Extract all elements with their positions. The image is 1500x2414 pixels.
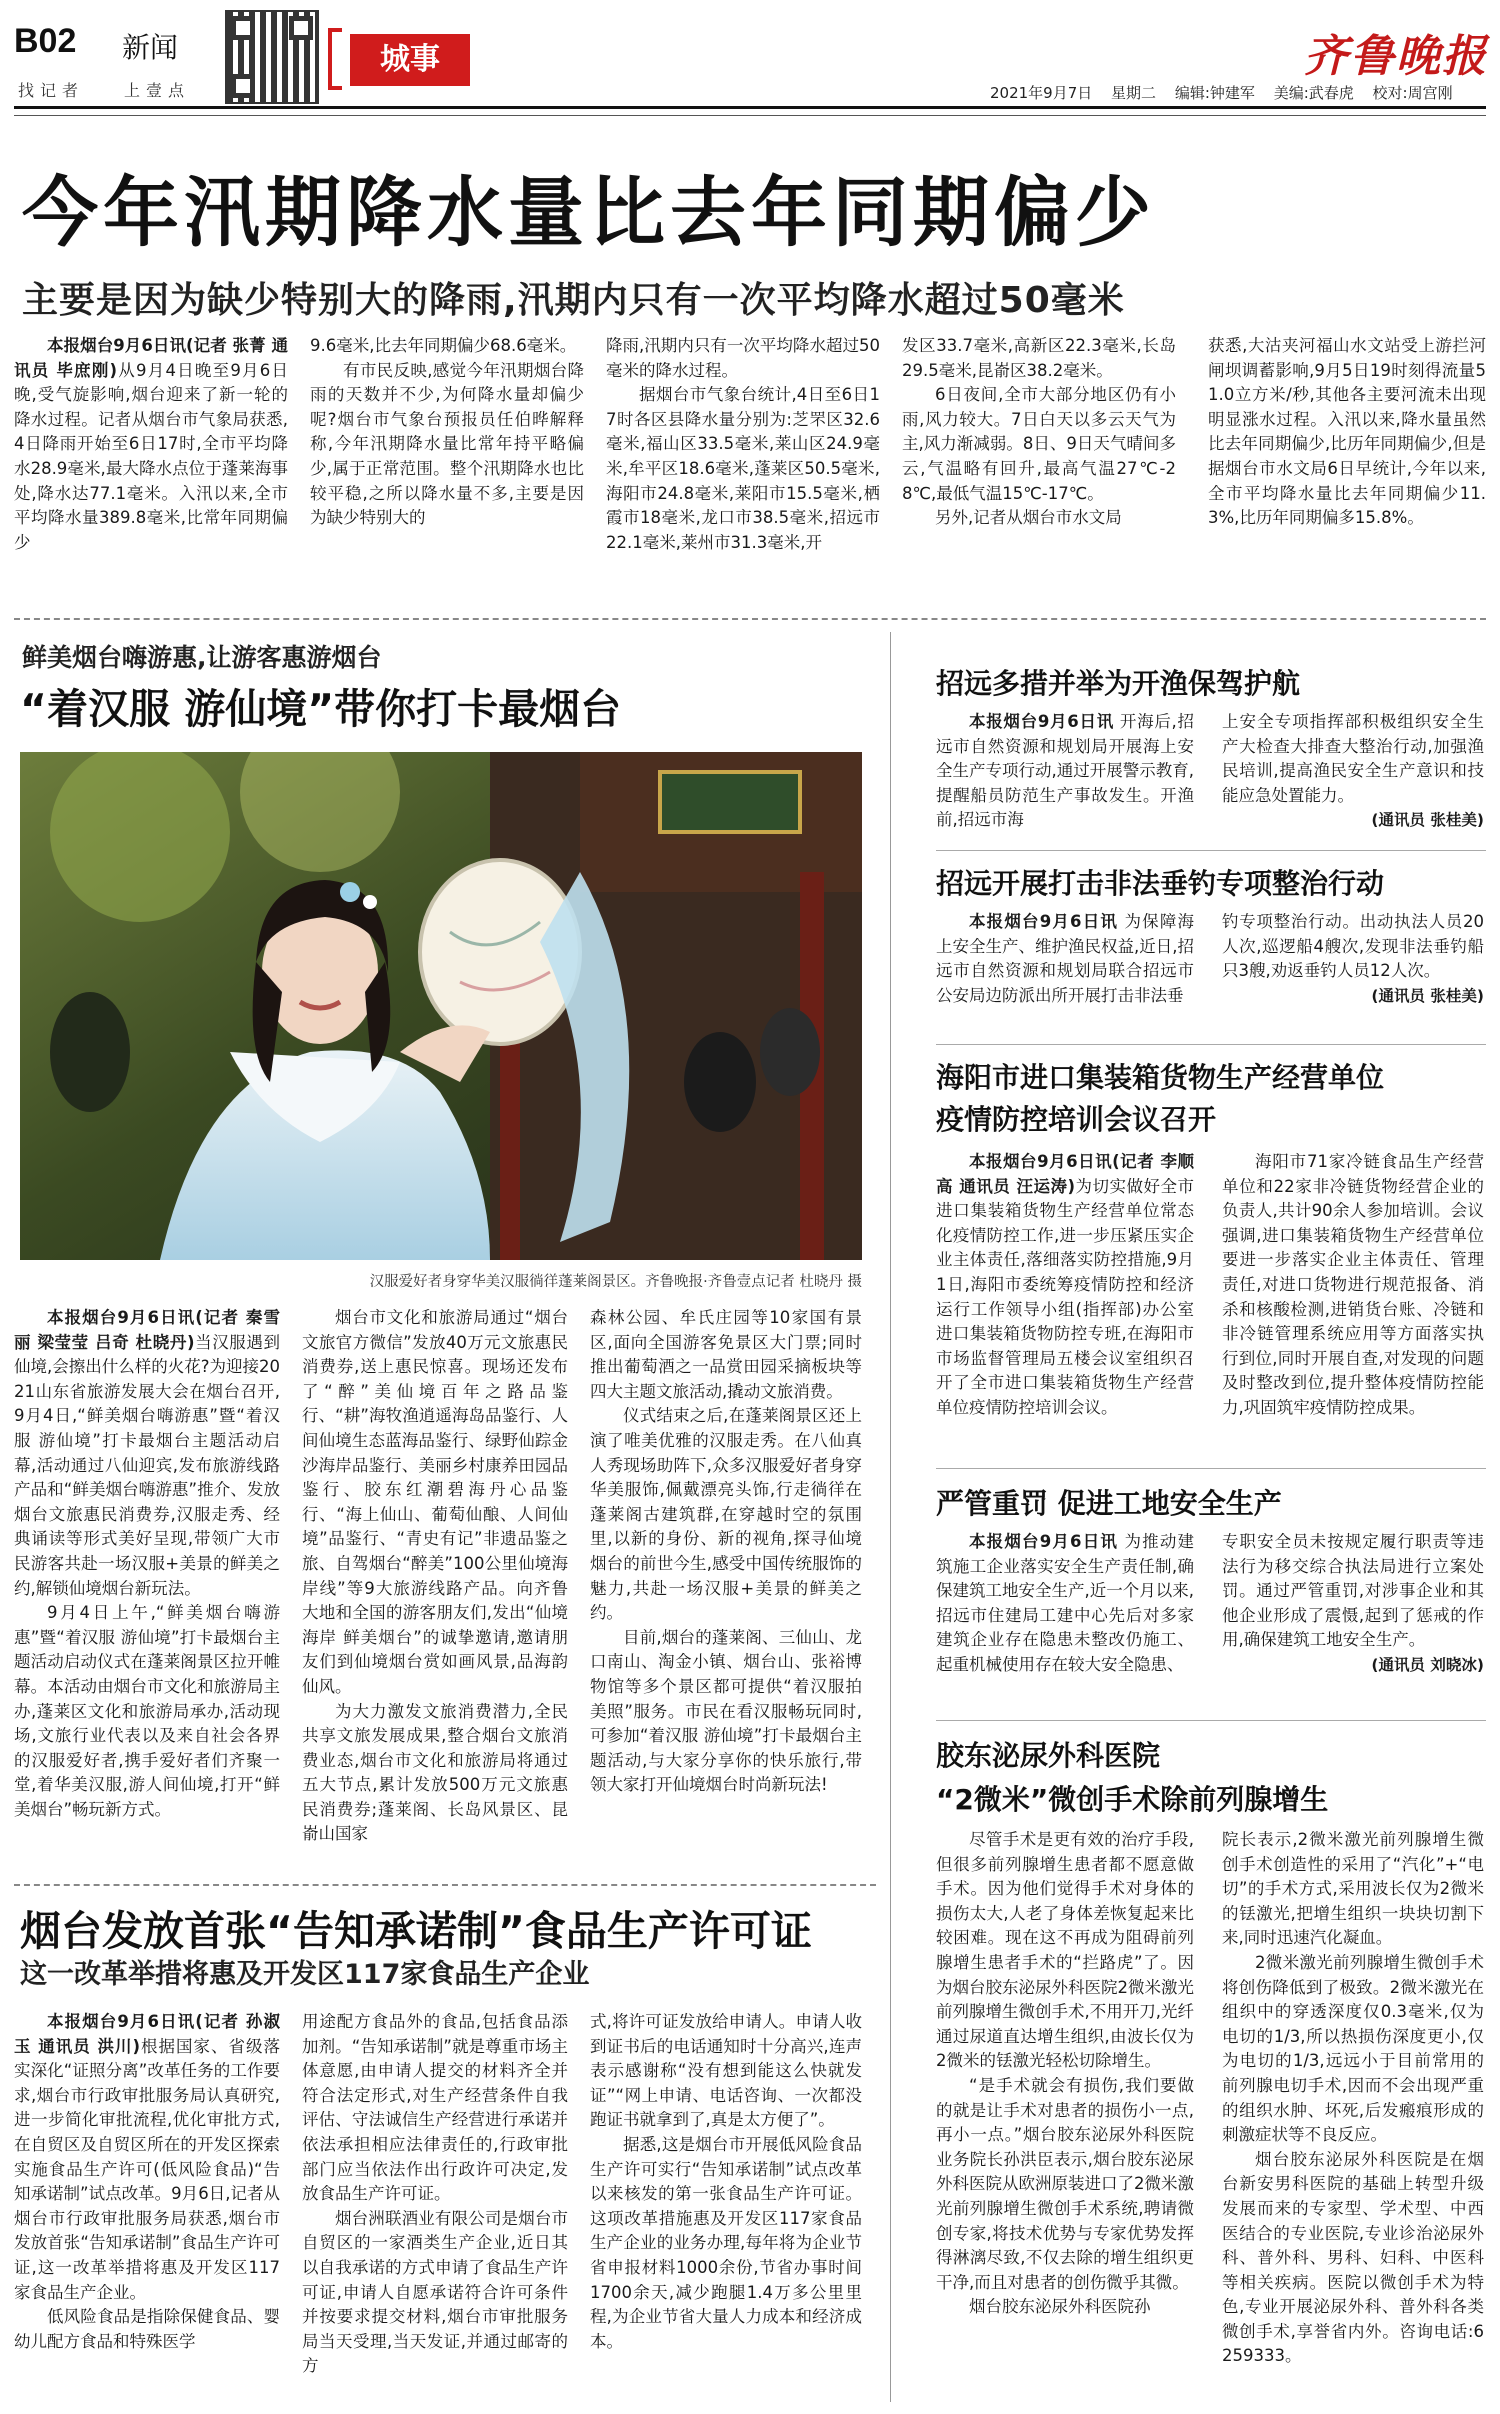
brief-3-text-2: 海阳市71家冷链食品生产经营单位和22家非冷链货物经营企业的负责人,共计90余人参加培训。会议强调,进口集装箱货物生产经营单位要进一步落实企业主体责任、管理责任,对进口货物进行规范报备、消杀和核酸检测,进销货台账、冷链和非冷链管理系统应用等方面落实执行到位,同时开展自查,对发现的问题及时整改到位,提升整体疫情防控能力,巩固筑牢疫情防控成果。 (1222, 1152, 1484, 1417)
tourism-col1-p2: 9月4日上午,“鲜美烟台嗨游惠”暨“着汉服 游仙境”打卡最烟台主题活动启动仪式在蓬莱阁景区拉开帷幕。本活动由烟台市文化和旅游局主办,蓬莱区文化和旅游局承办,活动现场,文旅行业代表以及来自社会各界的汉服爱好者,携手爱好者们齐聚一堂,着华美汉服,游人间仙境,打开“鲜美烟台”畅玩新方式。 (14, 1603, 280, 1819)
lead-subheadline: 主要是因为缺少特别大的降雨,汛期内只有一次平均降水超过50毫米 (22, 280, 1125, 321)
food-headline: 烟台发放首张“告知承诺制”食品生产许可证 (20, 1907, 812, 1955)
brief-4-text-2: 专职安全员未按规定履行职责等违法行为移交综合执法局进行立案处罚。通过严管重罚,对涉事企业和其他企业形成了震慑,起到了惩戒的作用,确保建筑工地安全生产。 (1222, 1532, 1484, 1650)
photo-caption: 汉服爱好者身穿华美汉服徜徉蓬莱阁景区。齐鲁晚报·齐鲁壹点记者 杜晓丹 摄 (369, 1274, 862, 1290)
lead-headline: 今年汛期降水量比去年同期偏少 (22, 168, 1156, 257)
tourism-col3-p3: 目前,烟台的蓬莱阁、三仙山、龙口南山、淘金小镇、烟台山、张裕博物馆等多个景区都可提供“着汉服拍美照”服务。市民在看汉服畅玩同时,可参加“着汉服 游仙境”打卡最烟台主题活动,与大家分享你的快乐旅行,带领大家打开仙境烟台时尚新玩法! (590, 1627, 862, 1795)
tourism-col-3 (590, 1306, 862, 1898)
issue-info (990, 82, 1453, 103)
food-col-2 (302, 2010, 568, 2406)
food-col3-p2: 据悉,这是烟台市开展低风险食品生产许可实行“告知承诺制”试点改革以来核发的第一张食品生产许可证。这项改革措施惠及开发区117家食品生产企业的业务办理,每年将为企业节省申报材料1000余份,节省办事时间1700余天,减少跑腿1.4万多公里里程,为企业节省大量人力成本和经济成本。 (590, 2134, 862, 2351)
hanfu-photo (20, 752, 862, 1260)
brief-4-title: 严管重罚 促进工地安全生产 (936, 1487, 1282, 1520)
food-col-3 (590, 2010, 862, 2406)
food-subheadline: 这一改革举措将惠及开发区117家食品生产企业 (20, 1959, 590, 1990)
brief-4-byline: (通讯员 刘晓冰) (1371, 1655, 1484, 1674)
food-col3-text: 式,将许可证发放给申请人。申请人收到证书后的电话通知时十分高兴,连声表示感谢称“没有想到能这么快就发证”“网上申请、电话咨询、一次都没跑证书就拿到了,真是太方便了”。 (590, 2012, 862, 2130)
page-number: B02 (14, 22, 77, 60)
brief-5-col-1 (936, 1828, 1194, 2406)
brief-1-text: 开海后,招远市自然资源和规划局开展海上安全生产专项行动,通过开展警示教育,提醒船员防范生产事故发生。开渔前,招远市海 (936, 712, 1194, 830)
proofreader: 校对:周宫刚 (1372, 84, 1453, 102)
brief-4-dateline: 本报烟台9月6日讯 (969, 1532, 1119, 1551)
tourism-headline: “着汉服 游仙境”带你打卡最烟台 (20, 685, 622, 733)
brief-2-text: 为保障海上安全生产、维护渔民权益,近日,招远市自然资源和规划局联合招远市公安局边防派出所开展打击非法垂 (936, 912, 1194, 1005)
art-editor: 美编:武春虎 (1273, 84, 1354, 102)
food-col-1 (14, 2010, 280, 2406)
brief-5-text-2: 院长表示,2微米激光前列腺增生微创手术创造性的采用了“汽化”+“电切”的手术方式,采用波长仅为2微米的铥激光,把增生组织一块块切割下来,同时迅速汽化凝血。 (1222, 1830, 1484, 1948)
header-rule-thin (14, 115, 1486, 116)
lead-col4-p3: 另外,记者从烟台市水文局 (935, 508, 1122, 528)
slogan-right: 上壹点 (124, 81, 191, 100)
lead-col2-p2: 有市民反映,感觉今年汛期烟台降雨的天数并不少,为何降水量却偏少呢?烟台市气象台预报员任伯晔解释称,今年汛期降水量比常年持平略偏少,属于正常范围。整个汛期降水也比较平稳,之所以降水量不多,主要是因为缺少特别大的 (310, 360, 584, 528)
tourism-col-2 (302, 1306, 568, 1898)
tourism-divider (14, 1884, 876, 1886)
brief-1-title: 招远多措并举为开渔保驾护航 (936, 667, 1301, 700)
brief-divider-4 (936, 1720, 1486, 1721)
tourism-col2-p2: 为大力激发文旅消费潜力,全民共享文旅发展成果,整合烟台文旅消费业态,烟台市文化和旅游局将通过五大节点,累计发放500万元文旅惠民消费券;蓬莱阁、长岛风景区、昆嵛山国家 (302, 1701, 568, 1844)
brief-1-col-2 (1222, 710, 1484, 836)
tourism-col3-p2: 仪式结束之后,在蓬莱阁景区还上演了唯美优雅的汉服走秀。在八仙真人秀现场助阵下,众多汉服爱好者身穿华美服饰,佩戴漂亮头饰,行走徜徉在蓬莱阁古建筑群,在穿越时空的氛围里,以新的身份、新的视角,探寻仙境烟台的前世今生,感受中国传统服饰的魅力,共赴一场汉服+美景的鲜美之约。 (590, 1406, 862, 1623)
brief-5-title: 胶东泌尿外科医院 (936, 1739, 1161, 1772)
brief-5-text-p2: “是手术就会有损伤,我们要做的就是让手术对患者的损伤小一点,再小一点。”烟台胶东泌尿外科医院业务院长孙洪臣表示,烟台胶东泌尿外科医院从欧洲原装进口了2微米激光前列腺增生微创手术系统,聘请微创专家,将技术优势与专家优势发挥得淋漓尽致,不仅去除的增生组织更干净,而且对患者的创伤微乎其微。 (936, 2075, 1194, 2292)
brief-2-col-2 (1222, 910, 1484, 1036)
brief-5-col-2 (1222, 1828, 1484, 2406)
lead-col5-text: 获悉,大沽夹河福山水文站受上游拦河闸坝调蓄影响,9月5日19时刻得流量51.0立方米/秒,其他各主要河流未出现明显涨水过程。入汛以来,降水量虽然比去年同期偏少,比历年同期偏少,但是据烟台市水文局6日早统计,今年以来,全市平均降水量比去年同期偏少11.3%,比历年同期偏多15.8%。 (1208, 336, 1486, 528)
lead-col3-text: 降雨,汛期内只有一次平均降水超过50毫米的降水过程。 (606, 336, 880, 380)
brief-1-col-1 (936, 710, 1194, 836)
lead-col-3 (606, 334, 880, 586)
newspaper-brand: 齐鲁晚报 (1304, 31, 1488, 82)
lead-dateline: 本报烟台9月6日讯(记者 张菁 通讯员 毕庶刚) (14, 336, 288, 380)
brief-1-text-2: 上安全专项指挥部积极组织安全生产大检查大排查大整治行动,加强渔民培训,提高渔民安全生产意识和技能应急处置能力。 (1222, 712, 1484, 805)
brief-2-col-1 (936, 910, 1194, 1036)
food-col1-text: 根据国家、省级落实深化“证照分离”改革任务的工作要求,烟台市行政审批服务局认真研究,进一步简化审批流程,优化审批方式,在自贸区及自贸区所在的开发区探索实施食品生产许可(低风险食品)“告知承诺制”试点改革。9月6日,记者从烟台市行政审批服务局获悉,烟台市发放首张“告知承诺制”食品生产许可证,这一改革举措将惠及开发区117家食品生产企业。 (14, 2036, 280, 2302)
brief-divider-1 (936, 850, 1486, 851)
editor: 编辑:钟建军 (1174, 84, 1255, 102)
tourism-col3-text: 森林公园、牟氏庄园等10家国有景区,面向全国游客免景区大门票;同时推出葡萄酒之一品赏田园采摘板块等四大主题文旅活动,撬动文旅消费。 (590, 1308, 862, 1401)
brief-3-text: 为切实做好全市进口集装箱货物生产经营单位常态化疫情防控工作,进一步压紧压实企业主体责任,落细落实防控措施,9月1日,海阳市委统筹疫情防控和经济运行工作领导小组(指挥部)办公室进口集装箱货物防控专班,在海阳市市场监督管理局五楼会议室组织召开了全市进口集装箱货物生产经营单位疫情防控培训会议。 (936, 1176, 1194, 1417)
brief-5-text-2-p2: 2微米激光前列腺增生微创手术将创伤降低到了极致。2微米激光在组织中的穿透深度仅0.3毫米,仅为电切的1/3,所以热损伤深度更小,仅为电切的1/3,远远小于目前常用的前列腺电切手术,因而不会出现严重的组织水肿、坏死,后发瘢痕形成的刺激症状等不良反应。 (1222, 1952, 1484, 2145)
issue-date: 2021年9月7日 (990, 84, 1093, 102)
brief-5-text-p3: 烟台胶东泌尿外科医院孙 (969, 2297, 1151, 2317)
tourism-col2-text: 烟台市文化和旅游局通过“烟台文旅官方微信”发放40万元文旅惠民消费券,送上惠民惊喜。现场还发布了“醉”美仙境百年之路品鉴行、“耕”海牧渔逍遥海岛品鉴行、人间仙境生态蓝海品鉴行、绿野仙踪金沙海岸品鉴行、美丽乡村康养田园品鉴行、胶东红潮碧海丹心品鉴行、“海上仙山、葡萄仙酿、人间仙境”品鉴行、“青史有记”非遗品鉴之旅、自驾烟台“醉美”100公里仙境海岸线”等9大旅游线路产品。向齐鲁大地和全国的游客朋友们,发出“仙境海岸 鲜美烟台”的诚挚邀请,邀请朋友们到仙境烟台赏如画风景,品海韵仙风。 (302, 1308, 568, 1696)
brief-divider-3 (936, 1468, 1486, 1469)
tourism-col1-text: 当汉服遇到仙境,会擦出什么样的火花?为迎接2021山东省旅游发展大会在烟台召开,9月4日,“鲜美烟台嗨游惠”暨“着汉服 游仙境”打卡最烟台主题活动启幕,活动通过八仙迎宾,发布旅游线路产品和“鲜美烟台嗨游惠”推介、发放烟台文旅惠民消费券,汉服走秀、经典诵读等形式美好呈现,带领广大市民游客共赴一场汉服+美景的鲜美之约,解锁仙境烟台新玩法。 (14, 1332, 280, 1598)
tourism-col-1 (14, 1306, 280, 1898)
brief-5-text-2-p3: 烟台胶东泌尿外科医院是在烟台新安男科医院的基础上转型升级发展而来的专家型、学术型、中西医结合的专业医院,专业诊治泌尿外科、普外科、男科、妇科、中医科等相关疾病。医院以微创手术为特色,专业开展泌尿外科、普外科各类微创手术,享誉省内外。咨询电话:6259333。 (1222, 2149, 1484, 2366)
lead-col-2 (310, 334, 584, 586)
food-dateline: 本报烟台9月6日讯(记者 孙淑玉 通讯员 洪川) (14, 2012, 280, 2056)
header-rule (14, 106, 1486, 109)
column-separator (890, 632, 891, 2402)
brief-1-byline: (通讯员 张桂美) (1371, 811, 1484, 830)
lead-col4-text: 发区33.7毫米,高新区22.3毫米,长岛29.5毫米,昆嵛区38.2毫米。 (902, 336, 1176, 380)
brief-4-text: 为推动建筑施工企业落实安全生产责任制,确保建筑工地安全生产,近一个月以来,招远市住建局工建中心先后对多家建筑企业存在隐患未整改仍施工、起重机械使用存在较大安全隐患、 (936, 1532, 1194, 1674)
brief-5-subtitle: “2微米”微创手术除前列腺增生 (936, 1783, 1329, 1816)
brief-4-col-2 (1222, 1530, 1484, 1720)
food-col2-text: 用途配方食品外的食品,包括食品添加剂。“告知承诺制”就是尊重市场主体意愿,由申请人提交的材料齐全并符合法定形式,对生产经营条件自我评估、守法诚信生产经营进行承诺并依法承担相应法律责任的,行政审批部门应当依法作出行政许可决定,发放食品生产许可证。 (302, 2012, 568, 2204)
brief-2-text-2: 钓专项整治行动。出动执法人员20人次,巡逻船4艘次,发现非法垂钓船只3艘,劝返垂钓人员12人次。 (1222, 912, 1484, 981)
brief-3-title-line1: 海阳市进口集装箱货物生产经营单位 (936, 1061, 1385, 1094)
brief-3-col-2 (1222, 1150, 1484, 1460)
brief-3-dateline: 本报烟台9月6日讯(记者 李顺高 通讯员 汪运涛) (936, 1152, 1194, 1196)
brief-2-dateline: 本报烟台9月6日讯 (969, 912, 1119, 931)
channel-bracket (328, 28, 342, 90)
lead-col-1 (14, 334, 288, 586)
tourism-dateline: 本报烟台9月6日讯(记者 秦雪丽 梁莹莹 吕奇 杜晓丹) (14, 1308, 280, 1352)
lead-col-4 (902, 334, 1176, 586)
tourism-kicker: 鲜美烟台嗨游惠,让游客惠游烟台 (22, 643, 382, 672)
brief-divider-2 (936, 1044, 1486, 1045)
brief-1-dateline: 本报烟台9月6日讯 (969, 712, 1114, 731)
brief-2-title: 招远开展打击非法垂钓专项整治行动 (936, 867, 1385, 900)
hanfu-photo-illustration (20, 752, 862, 1260)
qr-code[interactable] (225, 10, 319, 104)
brief-3-col-1 (936, 1150, 1194, 1460)
food-col2-p2: 烟台洲联酒业有限公司是烟台市自贸区的一家酒类生产企业,近日其以自我承诺的方式申请了食品生产许可证,申请人自愿承诺符合许可条件并按要求提交材料,烟台市审批服务局当天受理,当天发证,并通过邮寄的方 (302, 2208, 568, 2376)
lead-col4-p2: 6日夜间,全市大部分地区仍有小雨,风力较大。7日白天以多云天气为主,风力渐减弱。8日、9日天气晴间多云,气温略有回升,最高气温27℃-28℃,最低气温15℃-17℃。 (902, 385, 1176, 503)
issue-weekday: 星期二 (1111, 84, 1157, 102)
brief-4-col-1 (936, 1530, 1194, 1720)
brief-3-title-line2: 疫情防控培训会议召开 (936, 1103, 1217, 1136)
lead-col1-text: 从9月4日晚至9月6日晚,受气旋影响,烟台迎来了新一轮的降水过程。记者从烟台市气象局获悉,4日降雨开始至6日17时,全市平均降水28.9毫米,最大降水点位于蓬莱海事处,降水达77.1毫米。入汛以来,全市平均降水量389.8毫米,比常年同期偏少 (14, 360, 288, 552)
lead-divider (14, 618, 1486, 620)
lead-col2-text: 9.6毫米,比去年同期偏少68.6毫米。 (310, 336, 577, 355)
lead-col3-p2: 据烟台市气象台统计,4日至6日17时各区县降水量分别为:芝罘区32.6毫米,福山区33.5毫米,莱山区24.9毫米,牟平区18.6毫米,蓬莱区50.5毫米,海阳市24.8毫米,莱阳市15.5毫米,栖霞市18毫米,龙口市38.5毫米,招远市22.1毫米,莱州市31.3毫米,开 (606, 385, 880, 552)
brief-5-text: 尽管手术是更有效的治疗手段,但很多前列腺增生患者都不愿意做手术。因为他们觉得手术对身体的损伤太大,人老了身体差恢复起来比较困难。现在这不再成为阻碍前列腺增生患者手术的“拦路虎”了。因为烟台胶东泌尿外科医院2微米激光前列腺增生微创手术,不用开刀,光纤通过尿道直达增生组织,由波长仅为2微米的铥激光轻松切除增生。 (936, 1830, 1194, 2071)
food-col1-p2: 低风险食品是指除保健食品、婴幼儿配方食品和特殊医学 (14, 2307, 280, 2351)
channel-label: 城事 (350, 34, 470, 86)
lead-col-5 (1208, 334, 1486, 586)
section-name: 新闻 (122, 31, 179, 64)
slogan-left: 找记者 (18, 81, 85, 100)
brief-2-byline: (通讯员 张桂美) (1371, 986, 1484, 1005)
